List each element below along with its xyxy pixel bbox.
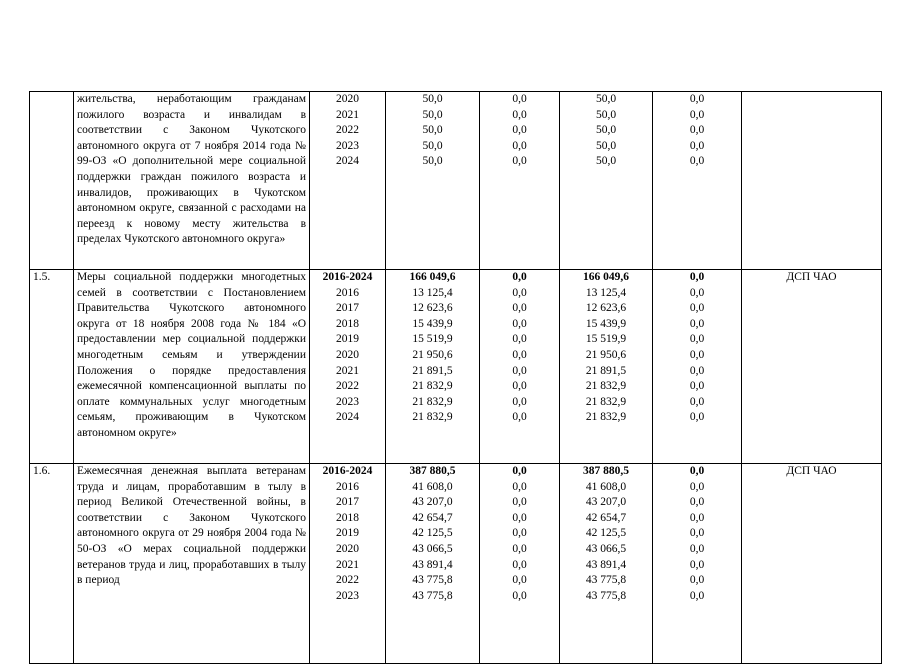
- local-value: 0,0: [689, 124, 705, 137]
- year-value: 2023: [336, 589, 359, 602]
- year-value: 2024: [336, 411, 359, 424]
- total-value: 42 125,5: [412, 527, 453, 540]
- local-value: 0,0: [689, 348, 705, 361]
- local-value: 0,0: [689, 527, 705, 540]
- regional-value: 42 654,7: [585, 511, 627, 524]
- total-value: 21 832,9: [412, 380, 453, 393]
- table-row: [30, 92, 882, 270]
- table-row: [30, 464, 882, 664]
- total-value: 43 775,8: [412, 589, 453, 602]
- table-row: [30, 270, 882, 464]
- federal-cell: [480, 464, 560, 664]
- federal-value: 0,0: [512, 124, 527, 137]
- description-text: жительства, неработающим гражданам пожилого возраста и инвалидам в соответствии с Законом Чукотского автономного округа от 7 ноября 2014 года № 99-ОЗ «О дополнительной мерe социальной поддержки граждан пожилого возраста и инвалидов, проживающих в Чукотском автономном округе, связанной с расходами на переезд к новому месту жительства в пределах Чукотского автономного округа»: [77, 93, 306, 246]
- years-cell: [310, 92, 386, 270]
- local-value: 0,0: [689, 542, 705, 555]
- total-cell: [386, 464, 480, 664]
- local-value: 0,0: [689, 589, 705, 602]
- total-value: 50,0: [422, 124, 443, 137]
- local-cell: [653, 92, 742, 270]
- executor-cell: [742, 92, 882, 270]
- local-value: 0,0: [689, 465, 705, 477]
- local-value: 0,0: [689, 364, 705, 377]
- item-description: [74, 270, 310, 464]
- federal-value: 0,0: [512, 155, 527, 168]
- total-value: 387 880,5: [409, 465, 456, 477]
- local-cell: [653, 464, 742, 664]
- year-value: 2021: [336, 108, 359, 121]
- local-value: 0,0: [689, 395, 705, 408]
- executor-cell: ДСП ЧАО: [742, 270, 882, 464]
- year-value: 2018: [336, 511, 359, 524]
- total-value: 43 066,5: [412, 542, 453, 555]
- year-value: 2024: [336, 155, 359, 168]
- item-description: [74, 92, 310, 270]
- years-cell: [310, 464, 386, 664]
- total-value: 21 832,9: [412, 395, 453, 408]
- local-value: 0,0: [689, 286, 705, 299]
- item-number: [30, 92, 74, 270]
- federal-value: 0,0: [512, 574, 527, 587]
- program-table: [29, 91, 882, 664]
- local-value: 0,0: [689, 574, 705, 587]
- year-value: 2016: [336, 480, 359, 493]
- local-value: 0,0: [689, 271, 705, 283]
- local-value: 0,0: [689, 480, 705, 493]
- federal-value: 0,0: [512, 480, 527, 493]
- year-value: 2020: [336, 348, 359, 361]
- regional-value: 50,0: [595, 93, 617, 105]
- year-value: 2016: [336, 286, 359, 299]
- year-value: 2018: [336, 317, 359, 330]
- regional-cell: [560, 92, 653, 270]
- regional-value: 50,0: [595, 139, 617, 152]
- regional-value: 43 207,0: [585, 496, 627, 509]
- local-value: 0,0: [689, 317, 705, 330]
- item-description: [74, 464, 310, 664]
- local-value: 0,0: [689, 511, 705, 524]
- local-value: 0,0: [689, 558, 705, 571]
- year-value: 2022: [336, 124, 359, 137]
- total-value: 43 207,0: [412, 496, 453, 509]
- description-text: Меры социальной поддержки многодетных семей в соответствии с Постановлением Правительства Чукотского автономного округа от 18 ноября 2008 года № 184 «О предоставлении мер социальной поддержки многодетным семьям и утверждении Положения о порядке предоставления ежемесячной компенсационной выплаты по оплате коммунальных услуг многодетным семьям, проживающим в Чукотском автономном округе»: [77, 271, 306, 439]
- local-cell: [653, 270, 742, 464]
- year-value: 2019: [336, 333, 359, 346]
- regional-value: 166 049,6: [583, 271, 629, 283]
- year-value: 2023: [336, 395, 359, 408]
- year-value: 2017: [336, 496, 359, 509]
- local-value: 0,0: [689, 155, 705, 168]
- year-value: 2022: [336, 380, 359, 393]
- regional-value: 50,0: [595, 155, 617, 168]
- federal-value: 0,0: [512, 333, 527, 346]
- local-value: 0,0: [689, 302, 705, 315]
- year-value: 2020: [336, 93, 359, 105]
- total-value: 50,0: [422, 155, 443, 168]
- total-value: 43 891,4: [412, 558, 453, 571]
- federal-value: 0,0: [512, 364, 527, 377]
- local-value: 0,0: [689, 411, 705, 424]
- federal-value: 0,0: [512, 302, 527, 315]
- year-value: 2021: [336, 558, 359, 571]
- regional-value: 12 623,6: [585, 302, 627, 315]
- regional-value: 21 832,9: [585, 380, 627, 393]
- executor-cell: ДСП ЧАО: [742, 464, 882, 664]
- federal-value: 0,0: [512, 139, 527, 152]
- federal-value: 0,0: [512, 558, 527, 571]
- local-value: 0,0: [689, 93, 705, 105]
- federal-value: 0,0: [512, 411, 527, 424]
- total-value: 21 832,9: [412, 411, 453, 424]
- federal-value: 0,0: [512, 465, 527, 477]
- total-value: 13 125,4: [412, 286, 453, 299]
- federal-value: 0,0: [512, 496, 527, 509]
- year-value: 2016-2024: [322, 465, 373, 477]
- total-cell: [386, 270, 480, 464]
- total-value: 42 654,7: [412, 511, 453, 524]
- regional-value: 387 880,5: [583, 465, 629, 477]
- years-cell: [310, 270, 386, 464]
- total-value: 50,0: [422, 93, 443, 105]
- total-value: 166 049,6: [409, 271, 456, 283]
- total-value: 21 950,6: [412, 348, 453, 361]
- federal-value: 0,0: [512, 380, 527, 393]
- regional-value: 21 891,5: [585, 364, 627, 377]
- item-number: 1.6.: [30, 464, 74, 664]
- item-number: 1.5.: [30, 270, 74, 464]
- federal-value: 0,0: [512, 589, 527, 602]
- federal-value: 0,0: [512, 511, 527, 524]
- federal-value: 0,0: [512, 108, 527, 121]
- federal-value: 0,0: [512, 348, 527, 361]
- total-value: 15 439,9: [412, 317, 453, 330]
- regional-value: 21 832,9: [585, 395, 627, 408]
- local-value: 0,0: [689, 380, 705, 393]
- federal-value: 0,0: [512, 271, 527, 283]
- year-value: 2020: [336, 542, 359, 555]
- regional-value: 21 950,6: [585, 348, 627, 361]
- federal-value: 0,0: [512, 93, 527, 105]
- local-value: 0,0: [689, 108, 705, 121]
- year-value: 2021: [336, 364, 359, 377]
- total-value: 12 623,6: [412, 302, 453, 315]
- total-value: 43 775,8: [412, 574, 453, 587]
- year-value: 2016-2024: [322, 271, 373, 283]
- federal-value: 0,0: [512, 395, 527, 408]
- regional-value: 13 125,4: [585, 286, 627, 299]
- year-value: 2023: [336, 139, 359, 152]
- regional-cell: [560, 464, 653, 664]
- local-value: 0,0: [689, 496, 705, 509]
- regional-value: 43 775,8: [585, 589, 627, 602]
- total-cell: [386, 92, 480, 270]
- federal-value: 0,0: [512, 286, 527, 299]
- regional-value: 43 066,5: [585, 542, 627, 555]
- federal-value: 0,0: [512, 527, 527, 540]
- regional-value: 50,0: [595, 108, 617, 121]
- description-text: Ежемесячная денежная выплата ветеранам труда и лицам, проработавшим в тылу в период Великой Отечественной войны, в соответствии с Законом Чукотского автономного округа от 29 ноября 2004 года № 50-ОЗ «О мерах социальной поддержки ветеранов труда и лиц, проработавших в тылу в период: [77, 465, 306, 587]
- regional-value: 15 519,9: [585, 333, 627, 346]
- year-value: 2019: [336, 527, 359, 540]
- total-value: 50,0: [422, 139, 443, 152]
- local-value: 0,0: [689, 139, 705, 152]
- federal-cell: [480, 270, 560, 464]
- regional-value: 42 125,5: [585, 527, 627, 540]
- regional-value: 41 608,0: [585, 480, 627, 493]
- federal-value: 0,0: [512, 542, 527, 555]
- local-value: 0,0: [689, 333, 705, 346]
- regional-value: 43 775,8: [585, 574, 627, 587]
- year-value: 2017: [336, 302, 359, 315]
- total-value: 50,0: [422, 108, 443, 121]
- regional-cell: [560, 270, 653, 464]
- federal-cell: [480, 92, 560, 270]
- year-value: 2022: [336, 574, 359, 587]
- regional-value: 43 891,4: [585, 558, 627, 571]
- federal-value: 0,0: [512, 317, 527, 330]
- total-value: 15 519,9: [412, 333, 453, 346]
- regional-value: 15 439,9: [585, 317, 627, 330]
- total-value: 41 608,0: [412, 480, 453, 493]
- total-value: 21 891,5: [412, 364, 453, 377]
- regional-value: 21 832,9: [585, 411, 627, 424]
- regional-value: 50,0: [595, 124, 617, 137]
